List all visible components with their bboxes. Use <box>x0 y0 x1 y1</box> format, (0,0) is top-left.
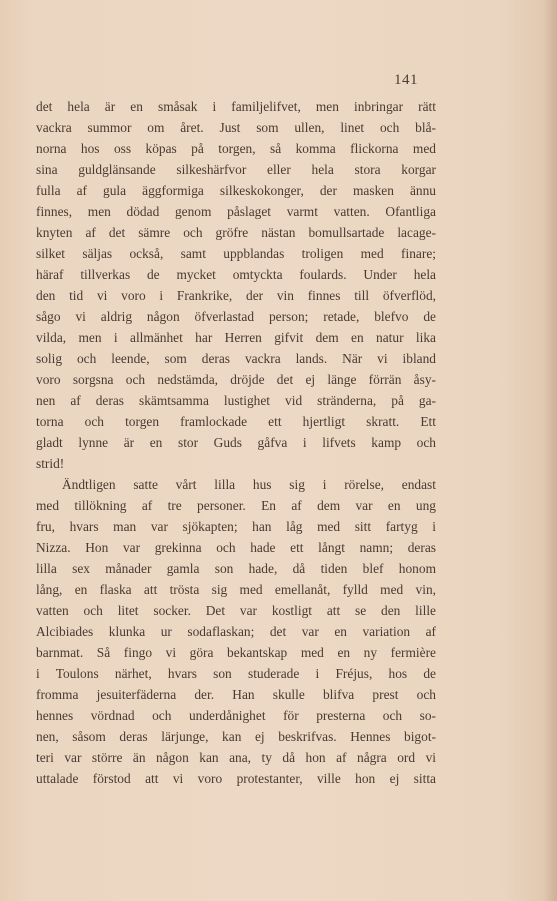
text-line: med tillökning af tre personer. En af dem var en ung <box>36 498 436 513</box>
text-line: i Toulons närhet, hvars son studerade i Fréjus, hos de <box>36 666 436 681</box>
text-line: lång, en flaska att trösta sig med emellanåt, fylld med vin, <box>36 582 436 597</box>
text-line: Nizza. Hon var grekinna och hade ett långt namn; deras <box>36 540 436 555</box>
text-line: det hela är en småsak i familjelifvet, men inbringar rätt <box>36 99 436 114</box>
text-line: voro sorgsna och nedstämda, dröjde det ej länge förrän åsy- <box>36 372 436 387</box>
text-line: fru, hvars man var sjökapten; han låg med sitt fartyg i <box>36 519 436 534</box>
paragraph-1 <box>36 96 436 474</box>
text-line: norna hos oss köpas på torgen, så komma flickorna med <box>36 141 436 156</box>
text-line: den tid vi voro i Frankrike, der vin finnes till öfverflöd, <box>36 288 436 303</box>
text-line: häraf tillverkas de mycket omtyckta foulards. Under hela <box>36 267 436 282</box>
text-line: teri var större än någon kan ana, ty då hon af några ord vi <box>36 750 436 765</box>
text-line: uttalade förstod att vi voro protestanter, ville hon ej sitta <box>36 771 436 786</box>
body-text <box>36 96 436 789</box>
text-line: sina guldglänsande silkeshärfvor eller hela stora korgar <box>36 162 436 177</box>
text-line: vatten och litet socker. Det var kostligt att se den lille <box>36 603 436 618</box>
text-line: barnmat. Så fingo vi göra bekantskap med en ny fermière <box>36 645 436 660</box>
text-line: solig och leende, som deras vackra lands. När vi ibland <box>36 351 436 366</box>
text-line: vilda, men i allmänhet har Herren gifvit dem en natur lika <box>36 330 436 345</box>
text-line: strid! <box>36 456 65 471</box>
text-line: silket säljas också, samt uppblandas troligen med finare; <box>36 246 436 261</box>
text-line: knyten af det sämre och gröfre nästan bomullsartade lacage- <box>36 225 436 240</box>
text-line: fulla af gula äggformiga silkeskokonger, der masken ännu <box>36 183 436 198</box>
page-number: 141 <box>394 72 418 88</box>
text-line: vackra summor om året. Just som ullen, linet och blå- <box>36 120 436 135</box>
text-line: Ändtligen satte vårt lilla hus sig i rörelse, endast <box>62 477 436 492</box>
text-line: gladt lynne är en stor Guds gåfva i lifvets kamp och <box>36 435 436 450</box>
text-line: lilla sex månader gamla son hade, då tiden blef honom <box>36 561 436 576</box>
text-line: finnes, men dödad genom påslaget varmt vatten. Ofantliga <box>36 204 436 219</box>
page-edge-shadow <box>543 0 557 901</box>
text-line: nen, såsom deras lärjunge, kan ej beskrifvas. Hennes bigot- <box>36 729 436 744</box>
text-line: hennes vördnad och underdånighet för presterna och so- <box>36 708 436 723</box>
text-line: fromma jesuiterfäderna der. Han skulle blifva prest och <box>36 687 436 702</box>
text-line: nen af deras skämtsamma lustighet vid stränderna, på ga- <box>36 393 436 408</box>
text-line: Alcibiades klunka ur sodaflaskan; det var en variation af <box>36 624 436 639</box>
text-line: sågo vi aldrig någon öfverlastad person; retade, blefvo de <box>36 309 436 324</box>
paragraph-2 <box>36 474 436 789</box>
text-line: torna och torgen framlockade ett hjertligt skratt. Ett <box>36 414 436 429</box>
